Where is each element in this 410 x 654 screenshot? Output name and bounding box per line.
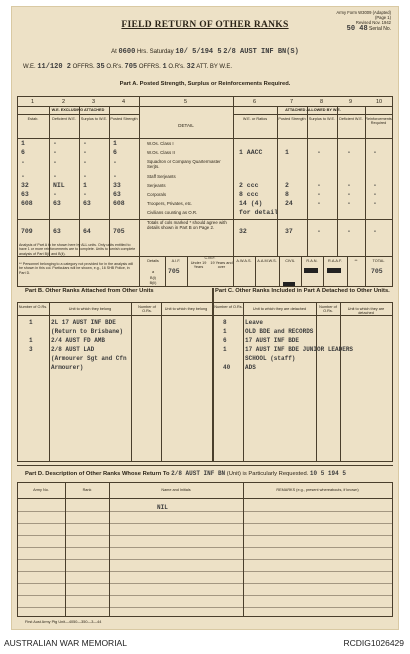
vline-a6 [277, 106, 278, 256]
at-label: At [111, 49, 117, 55]
part-a-cell: 63 [113, 191, 121, 198]
part-a-cell: - [53, 173, 57, 180]
entry-count: 1 [223, 328, 227, 335]
part-a-cell: - [53, 149, 57, 156]
hdr-deficient: Deficient W.E. [52, 117, 76, 121]
ruled-line [17, 523, 393, 524]
part-a-cell: 37 [285, 228, 293, 235]
an-cmf: C.M.F. [204, 256, 216, 260]
d-hdr-army-no: Army No. [33, 488, 49, 492]
entry-count: 1 [29, 337, 33, 344]
detail-wo2: W.Os. Class II [147, 150, 175, 155]
part-c-title: Part C. Other Ranks Included in Part A Detached to Other Units. [215, 288, 390, 294]
att-offrs-value: 1 [162, 63, 167, 71]
part-a-cell: - [317, 149, 321, 156]
d-top-rule [17, 465, 393, 466]
ruled-line [17, 511, 393, 512]
form-page: (Page 1) [374, 15, 391, 20]
hdr-surplus: Surplus to W.E. [80, 117, 108, 121]
d-header-top [17, 482, 393, 483]
an-a-aif-value: 705 [168, 268, 180, 275]
vline-a2 [79, 106, 80, 256]
vline-b2 [131, 302, 132, 461]
hdr-detail: DETAIL [178, 123, 194, 128]
part-a-cell: 32 [239, 228, 247, 235]
b-hdr-number: Number of O.Rs. [18, 305, 48, 309]
offrs-label: OFFRS. [72, 64, 95, 70]
c-hdr-number-2: Number of O.Rs. [319, 305, 337, 314]
part-a-cell: - [373, 182, 377, 189]
an-19over: 19 Years and over [210, 261, 233, 270]
part-a-cell: - [373, 149, 377, 156]
part-a-cell: - [113, 159, 117, 166]
col-num-1: 1 [31, 99, 35, 105]
ruled-line [17, 559, 393, 560]
c-hdr-number: Number of O.Rs. [214, 305, 243, 309]
col-num-8: 8 [320, 99, 324, 105]
header-bottom-rule [17, 138, 393, 139]
part-a-cell: - [347, 200, 351, 207]
group-attached-allowed: ATTACHED ALLOWED BY W.E. [285, 108, 341, 112]
return-hour: 0600 [118, 48, 136, 56]
hdr-att-reinf: Reinforcements Required [365, 117, 392, 126]
ruled-line [17, 535, 393, 536]
detail-staff-sgts: Staff Serjeants [147, 174, 176, 179]
part-a-cell: 1 [21, 140, 25, 147]
part-a-cell: 8 ccc [239, 191, 259, 198]
redaction-mark [304, 268, 318, 273]
vline-an2 [187, 256, 188, 286]
entry-count: 3 [29, 346, 33, 353]
att-ors-label: O.R's. [168, 64, 185, 70]
redaction-mark [283, 282, 295, 286]
part-a-cell: - [53, 140, 57, 147]
entry-count: 40 [223, 364, 231, 371]
vline-an6 [301, 256, 302, 286]
table-top-rule [17, 96, 393, 97]
part-a-cell: 63 [53, 228, 61, 235]
group-right-rule [233, 114, 393, 115]
vline-an7 [323, 256, 324, 286]
entry-count: 8 [223, 319, 227, 326]
totals-rule [17, 219, 393, 220]
part-a-cell: - [347, 182, 351, 189]
an-civil: CIVIL [285, 259, 295, 263]
part-d-date: 10 5 194 5 [309, 470, 346, 477]
part-a-cell: 6 [113, 149, 117, 156]
entry-count: 1 [223, 346, 227, 353]
vline-an8 [347, 256, 348, 286]
vline-a8 [337, 106, 338, 256]
vline-b0 [17, 302, 18, 461]
part-a-cell: 32 [21, 182, 29, 189]
vline-b3 [161, 302, 162, 461]
c-hdr-unit-2: Unit to which they are detached [347, 307, 385, 316]
entry-unit: 2/4 AUST FD AMB [51, 337, 106, 344]
establishment-line [23, 63, 391, 71]
part-a-cell: 1 [285, 149, 289, 156]
form-sheet [11, 6, 399, 630]
an-aif: A.I.F. [171, 259, 181, 263]
an-aamws: A.A.M.W.S. [257, 259, 277, 263]
table-bottom-rule [17, 286, 393, 287]
vline-a7 [307, 106, 308, 256]
part-a-cell: - [347, 191, 351, 198]
form-number: Army Form W3009 (Adapted) [336, 10, 391, 15]
ruled-line [17, 607, 393, 608]
d-hdr-rank: Rank [82, 488, 92, 492]
vline-bc [212, 288, 214, 461]
att-ors-value: 32 [186, 63, 195, 71]
part-a-cell: 63 [83, 200, 91, 207]
part-a-cell: 608 [21, 200, 33, 207]
an-ran: R.A.N. [306, 259, 318, 263]
part-a-cell: - [317, 191, 321, 198]
b-hdr-unit: Unit to which they belong [68, 307, 112, 311]
return-date: 10/ 5/194 5 [175, 48, 222, 56]
part-a-cell: 63 [53, 200, 61, 207]
archive-caption: AUSTRALIAN WAR MEMORIAL [4, 638, 127, 648]
entry-unit: Armourer) [51, 364, 84, 371]
print-note: First Aust Army Ptg Unit—4050—350—3—44 [25, 620, 102, 624]
vline-an1 [165, 256, 166, 286]
vline-a1 [49, 106, 50, 256]
group-we-excluding: W.E. EXCLUDING ATTACHED [51, 108, 105, 112]
part-a-cell: - [347, 228, 351, 235]
entry-unit: 2L 17 AUST INF BDE [51, 319, 116, 326]
detail-wo1: W.Os. Class I [147, 141, 174, 146]
part-d-title [25, 470, 346, 477]
part-a-cell: - [21, 173, 25, 180]
part-a-cell: 14 (4) [239, 200, 263, 207]
serial-label: Serial No. [369, 26, 391, 32]
entry-count: 1 [29, 319, 33, 326]
return-time-line [11, 48, 399, 56]
att-by-we-label: ATT. BY W.E. [196, 64, 233, 70]
an-awas: A.W.A.S. [236, 259, 252, 263]
detail-sgts: Serjeants [147, 183, 166, 188]
offrs-value: 35 [96, 63, 105, 71]
vline-a0 [17, 96, 18, 286]
detail-totals: Totals of cols marked * should agree with details shown in Part B on Page 2. [147, 220, 227, 230]
part-a-cell: NIL [53, 182, 65, 189]
c-hdr-unit: Unit to which they are detached [252, 307, 307, 311]
hdr-posted: Posted Strength [110, 117, 138, 121]
col-num-5: 5 [184, 99, 188, 105]
an-under19: Under 19 Years [190, 261, 207, 270]
vline-c4 [340, 302, 341, 461]
part-d-title-mid: (Unit) is Particularly Requested. [226, 471, 309, 477]
vline-an4 [255, 256, 256, 286]
part-a-cell: - [373, 200, 377, 207]
form-title: FIELD RETURN OF OTHER RANKS [121, 20, 289, 30]
we-value: 11/120 2 [37, 63, 71, 71]
vline-c3 [392, 302, 393, 461]
vline-a9 [365, 106, 366, 256]
bc-header-rule [17, 315, 393, 316]
entry-count: 6 [223, 337, 227, 344]
vline-c1 [243, 302, 244, 461]
vline-a10 [392, 96, 393, 286]
detail-ptes: Troopers, Privates, etc. [147, 201, 193, 206]
vline-b1 [49, 302, 50, 461]
vline-an9 [365, 256, 366, 286]
vline-a4 [139, 96, 140, 256]
part-a-cell: 64 [83, 228, 91, 235]
part-a-cell: - [317, 182, 321, 189]
vline-a3 [109, 106, 110, 256]
part-a-cell: 1 [113, 140, 117, 147]
part-a-cell: - [83, 191, 87, 198]
d-hdr-remarks: REMARKS (e.g., present whereabouts, if known) [276, 488, 359, 492]
part-a-cell: 33 [113, 182, 121, 189]
part-a-cell: 6 [21, 149, 25, 156]
vline-c2 [316, 302, 317, 461]
detail-cpls: Corporals [147, 192, 167, 197]
hdr-att-posted: Posted Strength [278, 117, 306, 121]
col-num-3: 3 [92, 99, 96, 105]
bc-top-rule [17, 302, 393, 303]
vline-an3 [233, 256, 234, 286]
an-details: Details [147, 259, 159, 263]
part-a-cell: - [317, 228, 321, 235]
hdr-estab: Estab. [27, 117, 39, 121]
entry-unit: 17 AUST INF BDE [245, 337, 300, 344]
detail-civilians: Civilians counting as O.R. [147, 210, 198, 215]
part-a-cell: 2 [285, 182, 289, 189]
entry-unit: SCHOOL (staff) [245, 355, 296, 362]
entry-unit: Leave [245, 319, 264, 326]
col-num-9: 9 [349, 99, 353, 105]
part-a-cell: 8 [285, 191, 289, 198]
archive-record-id: RCDIG1026429 [343, 638, 404, 648]
form-revision: Revised Nov. 1942 [355, 20, 391, 25]
d-bottom-rule [17, 616, 393, 617]
col-num-10: 10 [376, 99, 383, 105]
part-a-cell: - [373, 191, 377, 198]
an-raaf: R.A.A.F. [328, 259, 342, 263]
att-offrs-label: OFFRS. [138, 64, 161, 70]
bc-bottom-rule [17, 461, 393, 462]
part-a-cell: 1 [83, 182, 87, 189]
entry-unit: 2/8 AUST LAD [51, 346, 95, 353]
ruled-line [17, 571, 393, 572]
b-hdr-unit-2: Unit to which they belong [164, 307, 208, 311]
col-num-6: 6 [253, 99, 257, 105]
part-a-cell: 1 AACC [239, 149, 263, 156]
an-row-bii: B(ii) [149, 281, 157, 285]
vline-an5 [279, 256, 280, 286]
entry-unit: 17 AUST INF BDE JUNIOR LEADERS [245, 346, 354, 353]
part-a-cell: - [83, 140, 87, 147]
part-a-cell: - [83, 149, 87, 156]
part-a-cell: 24 [285, 200, 293, 207]
part-a-cell: 608 [113, 200, 125, 207]
group-left-rule [17, 114, 139, 115]
col-num-4: 4 [122, 99, 126, 105]
part-a-title: Part A. Posted Strength, Surplus or Reinforcements Required. [119, 81, 291, 87]
part-a-cell: 2 ccc [239, 182, 259, 189]
analysis-note: Analysis of Part A to be shown here by ALL units. Only units entitled to have 1 or more reinforcements are to complete. Units to furnish complete analysis of Part B(i) and B(ii). [19, 243, 136, 256]
d-header-bottom [17, 498, 393, 499]
an-other: ** [354, 259, 358, 263]
ruled-line [17, 595, 393, 596]
hdr-we-ratios: W.E. or Ratios [242, 117, 268, 121]
serial-number: 50 48 [346, 25, 368, 33]
ors-value: 705 [124, 63, 138, 71]
vline-an0 [139, 256, 140, 286]
part-a-cell: - [113, 173, 117, 180]
part-a-cell: - [53, 159, 57, 166]
an-row-bi: B(i) [150, 276, 156, 280]
unit-name: 2/8 AUST INF BN(S) [223, 48, 299, 56]
an-total: TOTAL [372, 259, 385, 263]
part-a-cell: for detail [239, 209, 279, 216]
part-d-unit: 2/8 AUST INF BN [171, 470, 226, 477]
ruled-line [17, 547, 393, 548]
part-a-cell: 705 [113, 228, 125, 235]
analysis-note-2: ** Personnel belonging to a category not provided for in the analysis will be shown in this col. Particulars will be shown, e.g., 16 SHB Police, in Part D. [19, 262, 134, 275]
part-a-cell: - [317, 200, 321, 207]
entry-unit: OLD BDE and RECORDS [245, 328, 314, 335]
detail-cqms: Squadron or Company Quartermaster Serjts. [147, 159, 221, 169]
part-a-cell: - [21, 159, 25, 166]
part-a-cell: - [53, 191, 57, 198]
part-a-cell: 709 [21, 228, 33, 235]
entry-unit: (Armourer Sgt and Cfn [51, 355, 127, 362]
we-label: W.E. [23, 64, 36, 70]
part-d-entry: NIL [157, 504, 168, 511]
col-num-7: 7 [290, 99, 294, 105]
part-a-cell: - [83, 159, 87, 166]
an-a-total-value: 705 [371, 268, 383, 275]
entry-unit: (Return to Brisbane) [51, 328, 124, 335]
ruled-line [17, 583, 393, 584]
b-hdr-number-2: Number of O.Rs. [138, 305, 156, 314]
part-a-cell: - [83, 173, 87, 180]
part-a-cell: 63 [21, 191, 29, 198]
part-b-title: Part B. Other Ranks Attached from Other Units [25, 288, 154, 294]
part-d-title-prefix: Part D. Description of Other Ranks Whose Return To [25, 471, 170, 477]
ors-label: O.R's. [106, 64, 123, 70]
part-a-cell: - [373, 228, 377, 235]
d-hdr-name: Name and Initials [161, 488, 191, 492]
entry-unit: ADS [245, 364, 256, 371]
col-num-2: 2 [62, 99, 66, 105]
redaction-mark [327, 268, 341, 273]
hrs-label: Hrs. Saturday [136, 49, 174, 55]
hdr-att-deficient: Deficient W.E. [339, 117, 363, 121]
hdr-att-surplus: Surplus to W.E. [308, 117, 336, 121]
part-a-cell: - [347, 149, 351, 156]
an-row-a: a [151, 270, 155, 274]
